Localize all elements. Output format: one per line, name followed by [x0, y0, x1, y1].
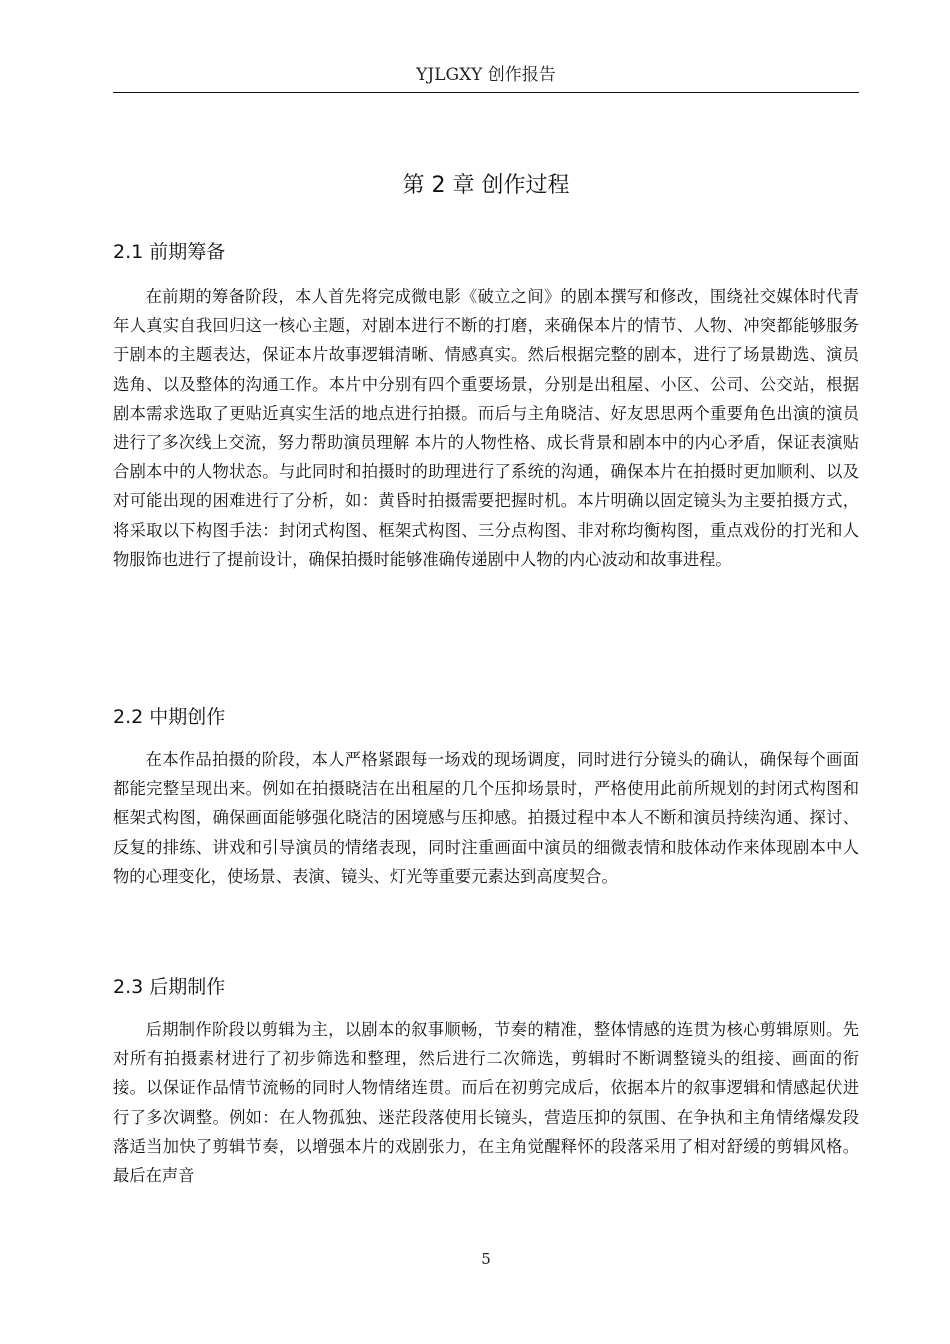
- running-header: YJLGXY 创作报告: [416, 65, 556, 85]
- page-number: 5: [481, 1250, 491, 1268]
- section-heading: 2.2 中期创作: [113, 706, 226, 728]
- section-heading: 2.1 前期筹备: [113, 241, 226, 263]
- section-paragraph: 后期制作阶段以剪辑为主，以剧本的叙事顺畅，节奏的精准，整体情感的连贯为核心剪辑原则。先对所有拍摄素材进行了初步筛选和整理，然后进行二次筛选，剪辑时不断调整镜头的组接、画面的衔接。以保证作品情节流畅的同时人物情绪连贯。而后在初剪完成后，依据本片的叙事逻辑和情感起伏进行了多次调整。例如：在人物孤独、迷茫段落使用长镜头，营造压抑的氛围、在争执和主角情绪爆发段落适当加快了剪辑节奏，以增强本片的戏剧张力，在主角觉醒释怀的段落采用了相对舒缓的剪辑风格。最后在声音: [113, 1020, 859, 1186]
- section-pre-production: [113, 238, 859, 574]
- section-paragraph: 在本作品拍摄的阶段，本人严格紧跟每一场戏的现场调度，同时进行分镜头的确认，确保每个画面都能完整呈现出来。例如在拍摄晓洁在出租屋的几个压抑场景时，严格使用此前所规划的封闭式构图和框架式构图，确保画面能够强化晓洁的困境感与压抑感。拍摄过程中本人不断和演员持续沟通、探讨、反复的排练、讲戏和引导演员的情绪表现，同时注重画面中演员的细微表情和肢体动作来体现剧本中人物的心理变化，使场景、表演、镜头、灯光等重要元素达到高度契合。: [113, 750, 859, 886]
- section-paragraph: 在前期的筹备阶段，本人首先将完成微电影《破立之间》的剧本撰写和修改，围绕社交媒体时代青年人真实自我回归这一核心主题，对剧本进行不断的打磨，来确保本片的情节、人物、冲突都能够服务于剧本的主题表达，保证本片故事逻辑清晰、情感真实。然后根据完整的剧本，进行了场景勘选、演员选角、以及整体的沟通工作。本片中分别有四个重要场景，分别是出租屋、小区、公司、公交站，根据剧本需求选取了更贴近真实生活的地点进行拍摄。而后与主角晓洁、好友思思两个重要角色出演的演员进行了多次线上交流，努力帮助演员理解 本片的人物性格、成长背景和剧本中的内心矛盾，保证表演贴合剧本中的人物状态。与此同时和拍摄时的助理进行了系统的沟通，确保本片在拍摄时更加顺利、以及对可能出现的困难进行了分析，如：黄昏时拍摄需要把握时机。本片明确以固定镜头为主要拍摄方式，将采取以下构图手法：封闭式构图、框架式构图、三分点构图、非对称均衡构图，重点戏份的打光和人物服饰也进行了提前设计，确保拍摄时能够准确传递剧中人物的内心波动和故事进程。: [113, 287, 859, 569]
- header-divider: [113, 92, 859, 93]
- section-heading: 2.3 后期制作: [113, 976, 226, 998]
- section-production: [113, 703, 859, 891]
- chapter-title: 第 2 章 创作过程: [402, 173, 570, 198]
- section-post-production: [113, 973, 859, 1190]
